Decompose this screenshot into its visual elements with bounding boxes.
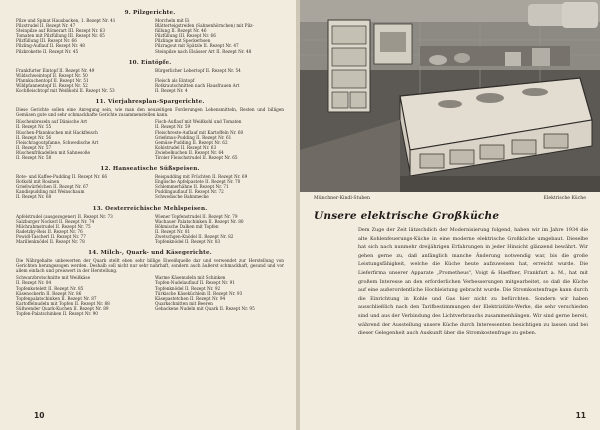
- recipe-entry: Pilzfüllung III. Rezept Nr. 66: [16, 38, 77, 44]
- recipe-entry: Topfenknödel II. Rezept Nr. 92: [155, 285, 221, 291]
- recipe-entry: Pilzstrudel II. Rezept Nr. 47: [16, 23, 76, 29]
- recipe-entry: Käsepastetchen II. Rezept Nr. 94: [155, 295, 226, 301]
- recipe-entry: Zwiebelkuchen II. Rezept Nr. 64: [155, 149, 224, 155]
- section-column-right: [155, 18, 284, 54]
- recipe-entry: II. Rezept Nr. 56: [16, 134, 52, 140]
- recipe-entry: Reispudding mit Früchten II. Rezept Nr. 69: [155, 174, 248, 180]
- section-columns: [16, 174, 284, 199]
- recipe-entry: Schwarzbrotschnitte mit Weißkäse: [16, 275, 91, 281]
- recipe-entry: füllung II. Rezept Nr. 46: [155, 28, 207, 34]
- recipe-entry: Fleischreste-Auflauf mit Kartoffeln Nr. 60: [155, 129, 244, 135]
- recipe-entry: Fleisch als Eintopf: [155, 77, 195, 83]
- recipe-entry: II. Rezept Nr. 59: [155, 124, 191, 130]
- recipe-entry: Warme Käsenudeln mit Schinken: [155, 275, 226, 281]
- section-columns: [16, 214, 284, 245]
- section-column-left: [16, 214, 145, 245]
- recipe-entry: Rüschen-Pfannkuchen mit Hackfleisch: [16, 129, 98, 135]
- recipe-entry: Topfenkotelett II. Rezept Nr. 85: [16, 285, 84, 291]
- recipe-entry: Apfelstrudel (ausgezogener) II. Rezept Nr. 73: [16, 213, 113, 219]
- recipe-entry: Pilzling-Auflauf II. Rezept Nr. 48: [16, 43, 85, 49]
- recipe-entry: Fleischragoutpfanne, Schwedische Art: [16, 139, 99, 145]
- recipe-entry: Rotkohl mit Rosinen: [16, 179, 60, 185]
- recipe-entry: Salzburger Nockerl II. Rezept Nr. 74: [16, 218, 95, 224]
- page-number: 10: [34, 411, 45, 420]
- caption-left: Münchner-Kindl-Stuben: [314, 196, 370, 201]
- section-title: 13. Oesterreichische Mehlspeisen.: [92, 205, 208, 212]
- recipe-entry: Milchrahmstrudel II. Rezept Nr. 75: [16, 223, 91, 229]
- kitchen-photo: [300, 0, 600, 192]
- section-column-left: [16, 119, 145, 160]
- recipe-entry: II. Rezept Nr. 81: [155, 228, 191, 234]
- menu-section: [16, 250, 284, 316]
- section-column-left: [16, 68, 145, 93]
- menu-section: [16, 206, 284, 245]
- recipe-entry: Grießwürfelchen II. Rezept Nr. 67: [16, 184, 89, 190]
- left-page: [0, 0, 296, 430]
- recipe-entry: Süßwender Quark-Kuchen II. Rezept Nr. 89: [16, 305, 109, 311]
- recipe-entry: Schwedische Bahnmecke: [155, 194, 209, 200]
- recipe-entry: II. Rezept Nr. 55: [16, 124, 52, 130]
- recipe-entry: II. Rezept Nr. 68: [16, 194, 52, 200]
- recipe-entry: Kartoffelnudeln mit Topfen II. Rezept Nr. 88: [16, 300, 110, 306]
- section-column-right: [155, 119, 284, 160]
- menu-section: [16, 10, 284, 54]
- recipe-entry: Pilzkrokette II. Rezept Nr. 45: [16, 48, 79, 54]
- recipe-entry: Türkische Käseküchlein II. Rezept Nr. 93: [155, 290, 243, 296]
- recipe-entry: Pfannkuchentopf II. Rezept Nr. 51: [16, 77, 89, 83]
- photo-caption: [314, 196, 586, 201]
- recipe-entry: II. Rezept Nr. 4: [155, 88, 188, 94]
- section-title: 14. Milch-, Quark- und Käsegerichte.: [88, 250, 212, 257]
- section-column-right: [155, 174, 284, 199]
- section-columns: [16, 275, 284, 316]
- recipe-entry: Topfen-Palatschinken II. Rezept Nr. 90: [16, 311, 98, 317]
- recipe-entry: Kochfleischtopf mit Weißkohl II. Rezept Nr. 53: [16, 88, 115, 94]
- recipe-entry: Marillenknödel II. Rezept Nr. 78: [16, 239, 85, 244]
- recipe-entry: Topfen-Nudelauflauf II. Rezept Nr. 91: [155, 280, 235, 286]
- recipe-entry: Quarkschnitten mit Beeren: [155, 300, 213, 306]
- recipe-entry: Tiroler Fleischstrudel II. Rezept Nr. 65: [155, 154, 238, 160]
- section-title: 12. Hanseatische Süßspeisen.: [100, 166, 200, 173]
- recipe-entry: Tomaten mit Pilzfüllung III. Rezept Nr. 65: [16, 33, 105, 39]
- section-columns: [16, 18, 284, 54]
- recipe-entry: Pilze und Spinat Hausbacken, 1. Rezept Nr. 41: [16, 18, 116, 23]
- recipe-entry: Wiener Topfenstrudel II. Rezept Nr. 79: [155, 213, 238, 219]
- section-note: Die Nährgehalte unbewerten der Quark stellt eben sehr billige Eiweißquelle dar und verwendet zur Herstellung von Gerichten herangezogen werden. Deshalb soll nicht nur sehr nahrhaft, sondern auch äußerst schmackhaft, gesund und vor allem einfach und preiswert in der Herstellung.: [16, 258, 284, 274]
- section-title: 10. Eintöpfe.: [128, 59, 172, 66]
- recipe-entry: Böhmische Dalken mit Topfen: [155, 223, 219, 229]
- recipe-entry: Radetzky-Reis II. Rezept Nr. 76: [16, 228, 83, 234]
- section-title: 9. Pilzgerichte.: [124, 10, 176, 16]
- section-column-left: [16, 275, 145, 316]
- article-body: Dem Zuge der Zeit lätzschdich der Modernisierung folgend, haben wir im Jahre 1934 die alte Kohlenfeuerungs-Küche in eine moderne elektrische Großküche umgebaut. Dieselbe hat sich nach nunmehr dreijährigen Erfahrungen in jeder Hinsicht glänzend bewährt. Wir gehen gerne zu, daß anfänglich manche Änderung notwendig war, bis die große Leistungsfähigkeit, welche die Küche heute aufzuweisen hat, erreicht wurde. Die Lieferfirma unserer Apparate „Prometheus", Voigt & Haeffner, Frankfurt a. M., hat mit großem Interesse an den erforderlichen Verbesserungen mitgearbeitet, so daß die Küche auf eine außerordentliche Hochleistung gebracht wurde. Die Stromkostenfrage kann durch die Einrichtung in Kohle und Gas hier nicht zu befürchten. Sondern wir haben ausschließlich nach den Tarifbestimmungen der Elektrizitäts-Werke, die sehr verschieden sind und aus der Verbindung des Lichtverbrauchs zusammenhängen. Wir sind gerne bereit, während der Ausstellung unsere Küche durch Interessenten besichtigen zu lassen und bei dieser Gelegenheit auch Auskunft über die Stromkostenfrage zu geben.: [358, 227, 588, 337]
- section-title: 11. Vierjahresplan-Spargerichte.: [95, 99, 205, 106]
- recipe-entry: Käsenockerln II. Rezept Nr. 86: [16, 290, 82, 296]
- recipe-entry: Frankfurter Eintopf II. Rezept Nr. 49: [16, 67, 95, 73]
- recipe-entry: Kandispudding mit Weinschaum: [16, 189, 85, 195]
- recipe-entry: Gemüse-Pudding II. Rezept Nr. 62: [155, 139, 228, 145]
- recipe-entry: Zwetschgen-Knödel II. Rezept Nr. 82: [155, 233, 234, 239]
- section-column-left: [16, 18, 145, 54]
- recipe-entry: Wildpfannentopf II. Rezept Nr. 52: [16, 82, 88, 88]
- recipe-entry: II. Rezept Nr. 58: [16, 154, 52, 160]
- right-page: [300, 0, 600, 430]
- recipe-entry: Grießmus-Pudding II. Rezept Nr. 61: [155, 134, 232, 140]
- section-column-left: [16, 174, 145, 199]
- recipe-entry: Pilzfüllung III. Rezept Nr. 66: [155, 33, 216, 39]
- menu-sections: [16, 10, 284, 316]
- recipe-entry: Gebackene Nudeln mit Quark II. Rezept Nr. 95: [155, 305, 255, 311]
- article-title: Unsere elektrische Großküche: [314, 210, 500, 222]
- recipe-entry: Kohlstrudel II. Rezept Nr. 63: [155, 144, 217, 150]
- recipe-entry: Morcheln mit Ei: [155, 18, 190, 23]
- recipe-entry: Rüschenbrezeln auf Dänische Art: [16, 119, 88, 125]
- recipe-entry: Pilzragout mit Spätzle II. Rezept Nr. 47: [155, 43, 239, 49]
- recipe-entry: Rüschenfrikadellen mit Sahnesoße: [16, 149, 90, 155]
- recipe-entry: Englische Apfelpastete II. Rezept Nr. 70: [155, 179, 241, 185]
- recipe-entry: Puddingauflauf II. Rezept Nr. 72: [155, 189, 224, 195]
- recipe-entry: Steinpilze auf Römerart III. Rezept Nr. 63: [16, 28, 105, 34]
- recipe-entry: Powidl-Tascherl II. Rezept Nr. 77: [16, 233, 86, 239]
- section-columns: [16, 119, 284, 160]
- recipe-entry: Blätterteigstreifen (Sahnenhörnchen) mit Pilz-: [155, 23, 254, 29]
- menu-section: [16, 166, 284, 199]
- recipe-entry: Topfenpalatschinken II. Rezept Nr. 87: [16, 295, 97, 301]
- caption-right: Elektrische Küche: [543, 196, 586, 201]
- recipe-entry: Steinpilze nach Elsässer Art II. Rezept Nr. 48: [155, 48, 252, 54]
- recipe-entry: Rote- und Kaffee-Pudding II. Rezept Nr. 66: [16, 174, 108, 180]
- section-column-right: [155, 275, 284, 316]
- section-column-right: [155, 214, 284, 245]
- recipe-entry: Wachauer Palatschinken II. Rezept Nr. 80: [155, 218, 244, 224]
- recipe-entry: Topfenknödel II. Rezept Nr. 83: [155, 239, 221, 244]
- recipe-entry: Fisch-Auflauf mit Weißkohl und Tomaten: [155, 119, 242, 125]
- recipe-entry: II. Rezept Nr. 84: [16, 280, 52, 286]
- section-note: Diese Gerichte sollen eine Anregung sein, wie man den neuzeitigen Forderungen Lebensmitteln, Resten und billigen Gemüsen gute und sehr schmackhafte Gerichte zusammenstellen kann.: [16, 107, 284, 118]
- kitchen-photo-drawing: [300, 0, 600, 192]
- recipe-entry: Pilzlinge mit Speckerbsen: [155, 38, 211, 44]
- menu-section: [16, 60, 284, 93]
- recipe-entry: Schlemmerhähne II. Rezept Nr. 71: [155, 184, 229, 190]
- recipe-entry: II. Rezept Nr. 57: [16, 144, 52, 150]
- recipe-entry: Wildschweintopf II. Rezept Nr. 50: [16, 72, 88, 78]
- recipe-entry: Rotkrautschnitten nach Hausfrauen Art: [155, 82, 240, 88]
- recipe-entry: Bürgerlicher Lebertopf II. Rezept Nr. 54: [155, 67, 241, 73]
- page-number-right: 11: [575, 411, 586, 420]
- section-column-right: [155, 68, 284, 93]
- section-columns: [16, 68, 284, 93]
- menu-section: [16, 99, 284, 160]
